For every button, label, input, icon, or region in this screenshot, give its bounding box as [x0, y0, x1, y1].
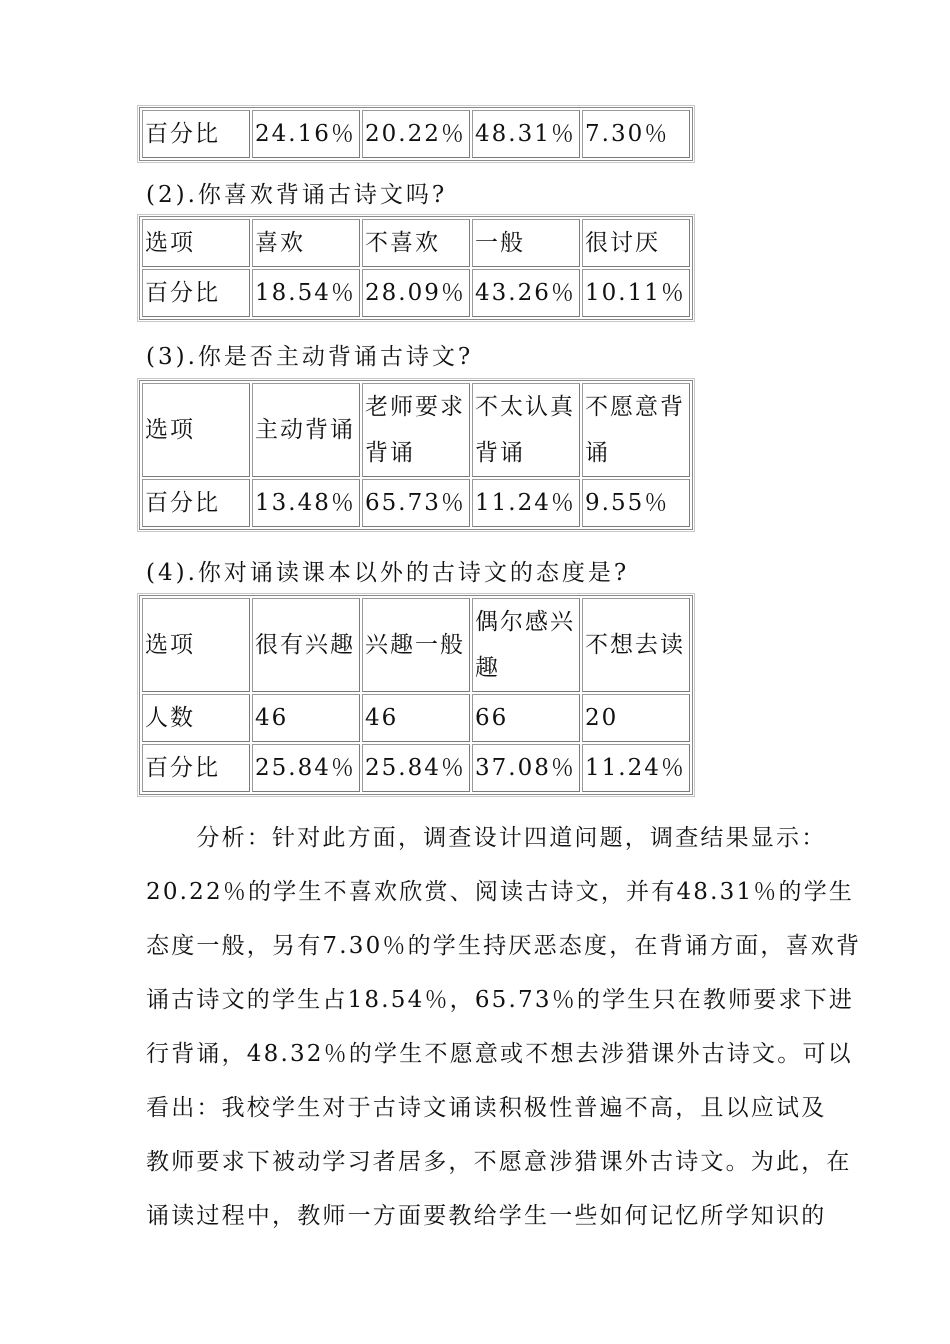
question-2-title: (2).你喜欢背诵古诗文吗? [146, 182, 448, 208]
table-header-cell: 不喜欢 [362, 219, 470, 267]
paragraph-line: 20.22％的学生不喜欢欣赏、阅读古诗文，并有48.31％的学生 [146, 879, 855, 905]
row-label-percent: 百分比 [142, 479, 250, 527]
table-header-cell: 主动背诵 [252, 383, 360, 477]
table-cell: 11.24％ [472, 479, 580, 527]
table-header-cell: 很有兴趣 [252, 598, 360, 692]
table-row [142, 269, 690, 317]
question-4-title: (4).你对诵读课本以外的古诗文的态度是? [146, 560, 630, 586]
table-cell: 7.30％ [582, 110, 690, 158]
row-label-count: 人数 [142, 694, 250, 742]
table-q2 [139, 216, 693, 320]
table-header-row [142, 219, 690, 267]
table-header-cell: 很讨厌 [582, 219, 690, 267]
table-header-cell: 选项 [142, 598, 250, 692]
table-header-row [142, 383, 690, 477]
paragraph-line: 教师要求下被动学习者居多，不愿意涉猎课外古诗文。为此，在 [146, 1149, 852, 1175]
table-cell: 46 [362, 694, 470, 742]
table-cell: 37.08％ [472, 744, 580, 792]
table-header-row [142, 598, 690, 692]
table-cell: 43.26％ [472, 269, 580, 317]
table-cell: 25.84％ [252, 744, 360, 792]
table-header-cell: 一般 [472, 219, 580, 267]
row-label-percent: 百分比 [142, 269, 250, 317]
table-cell: 13.48％ [252, 479, 360, 527]
table-cell: 24.16％ [252, 110, 360, 158]
table-q3 [139, 380, 693, 530]
table-cell: 20.22％ [362, 110, 470, 158]
table-cell: 20 [582, 694, 690, 742]
paragraph-line: 行背诵，48.32％的学生不愿意或不想去涉猎课外古诗文。可以 [146, 1041, 853, 1067]
table-cell: 10.11％ [582, 269, 690, 317]
table-cell: 48.31％ [472, 110, 580, 158]
paragraph-line: 看出：我校学生对于古诗文诵读积极性普遍不高，且以应试及 [146, 1095, 827, 1121]
table-header-cell: 老师要求背诵 [362, 383, 470, 477]
table-row [142, 694, 690, 742]
table-row [142, 744, 690, 792]
paragraph-line: 态度一般，另有7.30％的学生持厌恶态度，在背诵方面，喜欢背 [146, 933, 862, 959]
table-row [142, 479, 690, 527]
table-cell: 46 [252, 694, 360, 742]
table-cell: 18.54％ [252, 269, 360, 317]
table-header-cell: 兴趣一般 [362, 598, 470, 692]
table-cell: 11.24％ [582, 744, 690, 792]
table-header-cell: 不太认真背诵 [472, 383, 580, 477]
table-cell: 9.55％ [582, 479, 690, 527]
table-row [142, 110, 690, 158]
row-label-percent: 百分比 [142, 744, 250, 792]
table-cell: 28.09％ [362, 269, 470, 317]
table-cell: 66 [472, 694, 580, 742]
row-label-percent: 百分比 [142, 110, 250, 158]
table-q1-continued [139, 107, 693, 161]
table-cell: 65.73％ [362, 479, 470, 527]
table-header-cell: 选项 [142, 219, 250, 267]
table-header-cell: 选项 [142, 383, 250, 477]
table-header-cell: 不想去读 [582, 598, 690, 692]
paragraph-line: 诵古诗文的学生占18.54％，65.73％的学生只在教师要求下进 [146, 987, 855, 1013]
table-cell: 25.84％ [362, 744, 470, 792]
paragraph-line: 分析：针对此方面，调查设计四道问题，调查结果显示： [146, 825, 827, 851]
table-header-cell: 偶尔感兴趣 [472, 598, 580, 692]
paragraph-line: 诵读过程中，教师一方面要教给学生一些如何记忆所学知识的 [146, 1203, 827, 1229]
analysis-paragraph [146, 811, 862, 1243]
question-3-title: (3).你是否主动背诵古诗文? [146, 344, 474, 370]
table-q4 [139, 595, 693, 795]
table-header-cell: 喜欢 [252, 219, 360, 267]
table-header-cell: 不愿意背诵 [582, 383, 690, 477]
